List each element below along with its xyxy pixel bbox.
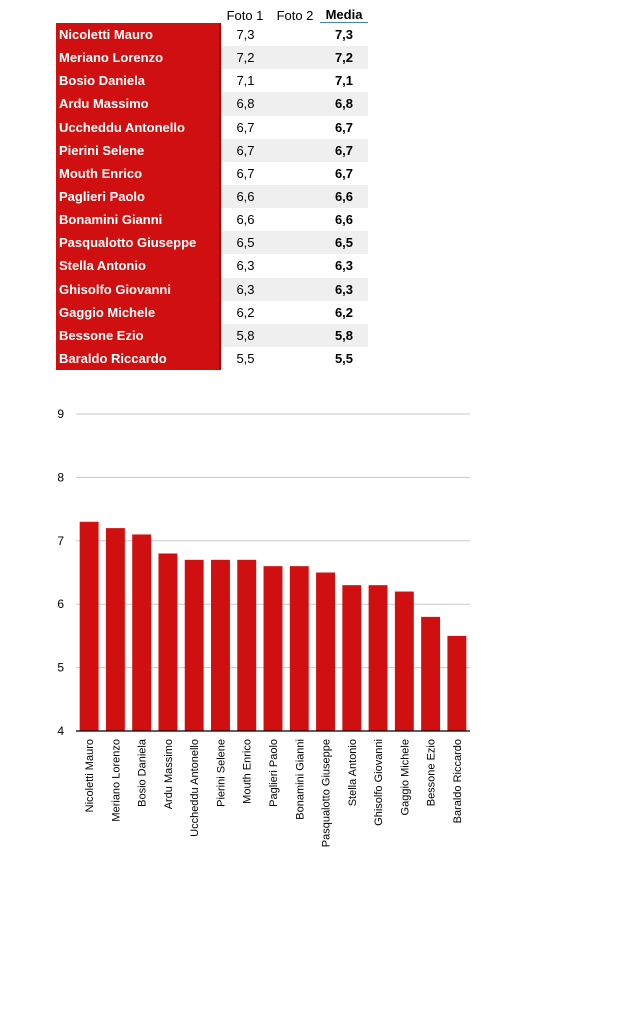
row-media: 6,3 — [334, 258, 354, 274]
bar — [237, 560, 256, 731]
row-media: 5,8 — [320, 324, 368, 347]
table-row — [56, 254, 368, 277]
row-foto1: 7,3 — [236, 26, 255, 42]
row-foto1: 6,3 — [236, 258, 255, 274]
x-tick-label: Nicoletti Mauro — [84, 739, 97, 813]
table-row — [56, 92, 368, 115]
table-row — [56, 324, 368, 347]
row-name: Gaggio Michele — [56, 301, 220, 324]
table-row — [56, 69, 368, 92]
y-tick-label: 4 — [57, 724, 64, 738]
row-foto2 — [270, 69, 320, 92]
row-foto2 — [270, 324, 320, 347]
bar — [264, 566, 283, 731]
x-tick-label: Gaggio Michele — [399, 739, 412, 816]
table-row — [56, 23, 368, 47]
row-name: Stella Antonio — [56, 254, 220, 277]
row-foto1: 7,1 — [236, 73, 255, 89]
row-name: Baraldo Riccardo — [56, 347, 220, 370]
row-foto1: 6,3 — [220, 278, 270, 301]
table-row — [56, 116, 368, 139]
bar — [395, 592, 414, 731]
bar — [185, 560, 204, 731]
row-media: 6,3 — [320, 278, 368, 301]
x-tick-label: Stella Antonio — [346, 739, 359, 807]
row-foto1: 5,8 — [220, 324, 270, 347]
header-name — [56, 2, 220, 23]
row-media: 6,6 — [320, 185, 368, 208]
bar — [342, 585, 361, 731]
row-media: 6,5 — [320, 231, 368, 254]
bar — [80, 522, 99, 731]
row-foto1: 6,7 — [220, 139, 270, 162]
row-foto1: 6,7 — [236, 165, 255, 181]
row-foto2 — [270, 46, 320, 69]
row-name: Mouth Enrico — [56, 162, 220, 185]
bar — [132, 534, 151, 731]
row-foto2 — [270, 92, 320, 115]
row-media: 6,7 — [334, 119, 354, 135]
row-name: Bosio Daniela — [56, 69, 220, 92]
x-tick-label: Pasqualotto Giuseppe — [320, 739, 333, 848]
x-tick-label: Meriano Lorenzo — [110, 739, 123, 822]
y-tick-label: 6 — [57, 597, 64, 612]
row-media: 7,1 — [334, 73, 354, 89]
row-name: Ghisolfo Giovanni — [56, 278, 220, 301]
header-foto2: Foto 2 — [276, 7, 314, 23]
x-tick-label: Bonamini Gianni — [294, 739, 307, 820]
bar — [316, 573, 335, 732]
row-media: 6,7 — [334, 165, 354, 181]
table-row — [56, 301, 368, 324]
x-tick-label: Paglieri Paolo — [268, 739, 280, 807]
bar — [369, 585, 388, 731]
row-foto1: 6,6 — [220, 185, 270, 208]
table-row — [56, 231, 368, 254]
table-row — [56, 185, 368, 208]
row-foto2 — [270, 116, 320, 139]
table-row — [56, 46, 368, 69]
y-tick-label: 5 — [57, 660, 64, 675]
bar — [290, 566, 309, 731]
x-tick-label: Uccheddu Antonello — [189, 739, 202, 837]
row-foto2 — [270, 208, 320, 231]
row-name: Pierini Selene — [56, 139, 220, 162]
bar — [211, 560, 230, 731]
row-name: Nicoletti Mauro — [56, 23, 220, 47]
row-name: Bessone Ezio — [56, 324, 220, 347]
row-foto2 — [270, 301, 320, 324]
bar — [106, 528, 125, 731]
row-foto1: 6,5 — [220, 231, 270, 254]
row-media: 5,5 — [334, 351, 354, 367]
bar — [158, 553, 177, 731]
table-row — [56, 162, 368, 185]
y-tick-label: 9 — [57, 407, 64, 421]
row-name: Paglieri Paolo — [56, 185, 220, 208]
row-name: Bonamini Gianni — [56, 208, 220, 231]
x-tick-label: Ardu Massimo — [162, 739, 175, 810]
row-foto2 — [270, 347, 320, 370]
header-media: Media — [320, 2, 368, 23]
row-media: 6,8 — [320, 92, 368, 115]
row-name: Uccheddu Antonello — [56, 116, 220, 139]
row-foto2 — [270, 185, 320, 208]
row-foto1: 5,5 — [236, 351, 255, 367]
y-tick-label: 8 — [57, 470, 64, 485]
x-tick-label: Bessone Ezio — [425, 739, 438, 807]
row-foto1: 7,2 — [220, 46, 270, 69]
row-foto1: 6,7 — [236, 119, 255, 135]
header-foto1: Foto 1 — [226, 7, 264, 23]
x-tick-label: Ghisolfo Giovanni — [373, 739, 386, 826]
x-tick-label: Bosio Daniela — [136, 739, 149, 807]
row-name: Pasqualotto Giuseppe — [56, 231, 220, 254]
row-media: 7,2 — [320, 46, 368, 69]
row-media: 6,7 — [320, 139, 368, 162]
row-media: 6,2 — [334, 304, 354, 320]
table-row — [56, 347, 368, 370]
score-table — [56, 2, 368, 370]
row-media: 6,6 — [334, 212, 354, 228]
row-foto1: 6,2 — [236, 304, 255, 320]
x-tick-label: Mouth Enrico — [241, 739, 254, 804]
row-name: Ardu Massimo — [56, 92, 220, 115]
row-media: 7,3 — [334, 27, 354, 43]
row-name: Meriano Lorenzo — [56, 46, 220, 69]
row-foto2 — [270, 278, 320, 301]
table-body — [56, 23, 368, 371]
x-tick-label: Pierini Selene — [215, 739, 228, 807]
row-foto1: 6,8 — [220, 92, 270, 115]
row-foto2 — [270, 23, 320, 47]
bar — [447, 636, 466, 731]
row-foto2 — [270, 139, 320, 162]
row-foto2 — [270, 162, 320, 185]
table-row — [56, 208, 368, 231]
bar — [421, 617, 440, 731]
table-row — [56, 139, 368, 162]
bar-chart — [0, 395, 624, 855]
table-header-row — [56, 2, 368, 23]
row-foto2 — [270, 254, 320, 277]
table-row — [56, 278, 368, 301]
row-foto2 — [270, 231, 320, 254]
y-tick-label: 7 — [57, 533, 64, 548]
row-foto1: 6,6 — [236, 212, 255, 228]
x-tick-label: Baraldo Riccardo — [451, 739, 464, 824]
